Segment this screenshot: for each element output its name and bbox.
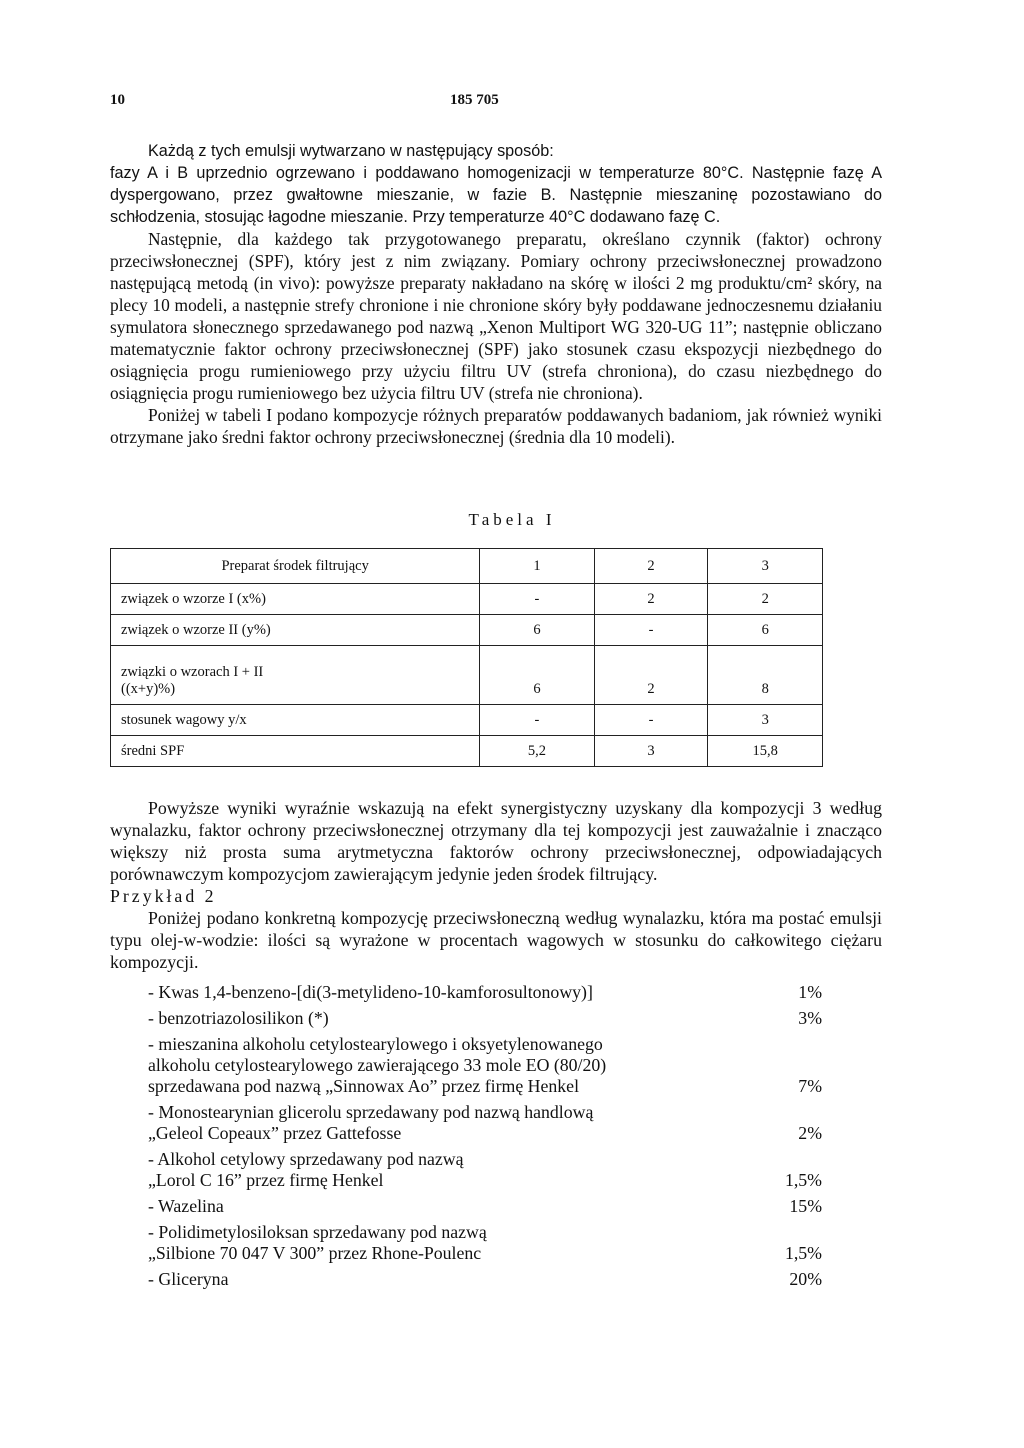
table-cell: 15,8 xyxy=(708,736,823,767)
table-row xyxy=(111,646,823,705)
example-heading: Przykład 2 xyxy=(110,886,217,906)
table-cell-line: związki o wzorach I + II xyxy=(121,664,264,680)
table-cell: 8 xyxy=(708,646,823,705)
paragraph: Każdą z tych emulsji wytwarzano w następujący sposób: xyxy=(148,142,554,160)
table-cell: związek o wzorze I (x%) xyxy=(111,584,480,615)
ingredient-percent: 1,5% xyxy=(784,1243,822,1263)
table-cell: - xyxy=(594,615,708,646)
table-cell: - xyxy=(480,584,594,615)
ingredient-percent: 1% xyxy=(798,982,822,1002)
table-header-row xyxy=(111,549,823,584)
list-item xyxy=(148,1149,822,1191)
table-row xyxy=(111,736,823,767)
table-cell: 6 xyxy=(708,615,823,646)
ingredient-line: „Geleol Copeaux” przez Gattefosse xyxy=(148,1123,402,1143)
table-cell: związek o wzorze II (y%) xyxy=(111,615,480,646)
body-text-bottom xyxy=(110,797,882,973)
table-row xyxy=(111,584,823,615)
ingredient-percent: 20% xyxy=(789,1269,822,1289)
paragraph: Następnie, dla każdego tak przygotowanego preparatu, określano czynnik (faktor) ochrony przeciwsłonecznej (SPF), który jest z nim związany. Pomiary ochrony przeciwsłonecznej prowadzono następującą metodą (in vivo): powyższe preparaty nakładano na skórę w ilości 2 mg produktu/cm² skóry, na plecy 10 modeli, a następnie strefy chronione i nie chronione skóry były poddawane jednoczesnemu działaniu symulatora słonecznego sprzedawanego pod nazwą „Xenon Multiport WG 320-UG 11”; następnie obliczano matematycznie faktor ochrony przeciwsłonecznej (SPF) jako stosunek czasu ekspozycji niezbędnego do osiągnięcia progu rumieniowego przy użyciu filtru UV (strefa chroniona), do czasu niezbędnego do osiągnięcia progu rumieniowego bez użycia filtru UV (strefa nie chroniona). xyxy=(110,229,882,403)
table-row xyxy=(111,615,823,646)
ingredient-list xyxy=(148,982,822,1295)
table-cell: 5,2 xyxy=(480,736,594,767)
ingredient-percent: 7% xyxy=(798,1076,822,1096)
ingredient-percent: 15% xyxy=(789,1196,822,1216)
table-cell: 6 xyxy=(480,615,594,646)
table-cell: stosunek wagowy y/x xyxy=(111,705,480,736)
ingredient-line: - Gliceryna xyxy=(148,1269,229,1289)
ingredient-line: - Monostearynian glicerolu sprzedawany pod nazwą handlową xyxy=(148,1102,594,1122)
ingredient-line: sprzedawana pod nazwą „Sinnowax Ao” przez firmę Henkel xyxy=(148,1076,580,1096)
table-header-cell: 1 xyxy=(480,549,594,584)
ingredient-line: alkoholu cetylostearylowego zawierającego 33 mole EO (80/20) xyxy=(148,1055,607,1075)
paragraph: Poniżej w tabeli I podano kompozycje różnych preparatów poddawanych badaniom, jak również wyniki otrzymane jako średni faktor ochrony przeciwsłonecznej (średnia dla 10 modeli). xyxy=(110,405,882,447)
page-number: 10 xyxy=(110,92,125,108)
list-item xyxy=(148,1034,822,1097)
ingredient-percent: 2% xyxy=(798,1123,822,1143)
table-cell: 3 xyxy=(594,736,708,767)
table-cell xyxy=(111,646,480,705)
list-item xyxy=(148,982,822,1003)
results-table xyxy=(110,548,823,767)
list-item xyxy=(148,1102,822,1144)
ingredient-percent: 3% xyxy=(798,1008,822,1028)
list-item xyxy=(148,1222,822,1264)
table-cell: 2 xyxy=(708,584,823,615)
list-item xyxy=(148,1008,822,1029)
list-item xyxy=(148,1269,822,1290)
table-cell: 6 xyxy=(480,646,594,705)
table-row xyxy=(111,705,823,736)
ingredient-line: - Kwas 1,4-benzeno-[di(3-metylideno-10-kamforosultonowy)] xyxy=(148,982,593,1002)
table-cell: 2 xyxy=(594,584,708,615)
table-header-cell: 2 xyxy=(594,549,708,584)
ingredient-line: „Lorol C 16” przez firmę Henkel xyxy=(148,1170,384,1190)
ingredient-line: - benzotriazolosilikon (*) xyxy=(148,1008,329,1028)
table-cell: - xyxy=(480,705,594,736)
ingredient-line: „Silbione 70 047 V 300” przez Rhone-Poulenc xyxy=(148,1243,482,1263)
table-cell: 3 xyxy=(708,705,823,736)
paragraph: Powyższe wyniki wyraźnie wskazują na efekt synergistyczny uzyskany dla kompozycji 3 według wynalazku, faktor ochrony przeciwsłonecznej otrzymany dla tej kompozycji jest zauważalnie i znacząco większy niż prosta suma arytmetyczna faktorów ochrony przeciwsłonecznej, odpowiadających porównawczym kompozycjom zawierającym jedynie jeden środek filtrujący. xyxy=(110,798,882,884)
table-header-cell: 3 xyxy=(708,549,823,584)
table-cell-line: ((x+y)%) xyxy=(121,681,176,697)
list-item xyxy=(148,1196,822,1217)
paragraph: fazy A i B uprzednio ogrzewano i poddawano homogenizacji w temperaturze 80°C. Następnie fazę A dyspergowano, przez gwałtowne mieszanie, w fazie B. Następnie mieszaninę pozostawiano do schłodzenia, stosując łagodne mieszanie. Przy temperaturze 40°C dodawano fazę C. xyxy=(110,164,882,226)
ingredient-line: - Polidimetylosiloksan sprzedawany pod nazwą xyxy=(148,1222,487,1242)
paragraph: Poniżej podano konkretną kompozycję przeciwsłoneczną według wynalazku, która ma postać emulsji typu olej-w-wodzie: ilości są wyrażone w procentach wagowych w stosunku do całkowitego ciężaru kompozycji. xyxy=(110,908,882,972)
table-header-cell: Preparat środek filtrujący xyxy=(111,549,480,584)
ingredient-line: - Alkohol cetylowy sprzedawany pod nazwą xyxy=(148,1149,464,1169)
table-cell: - xyxy=(594,705,708,736)
table-cell: 2 xyxy=(594,646,708,705)
table-title: Tabela I xyxy=(468,510,556,529)
body-text-top xyxy=(110,140,882,448)
ingredient-line: - Wazelina xyxy=(148,1196,224,1216)
ingredient-line: - mieszanina alkoholu cetylostearylowego i oksyetylenowanego xyxy=(148,1034,603,1054)
ingredient-percent: 1,5% xyxy=(784,1170,822,1190)
patent-number: 185 705 xyxy=(450,92,499,108)
table-cell: średni SPF xyxy=(111,736,480,767)
